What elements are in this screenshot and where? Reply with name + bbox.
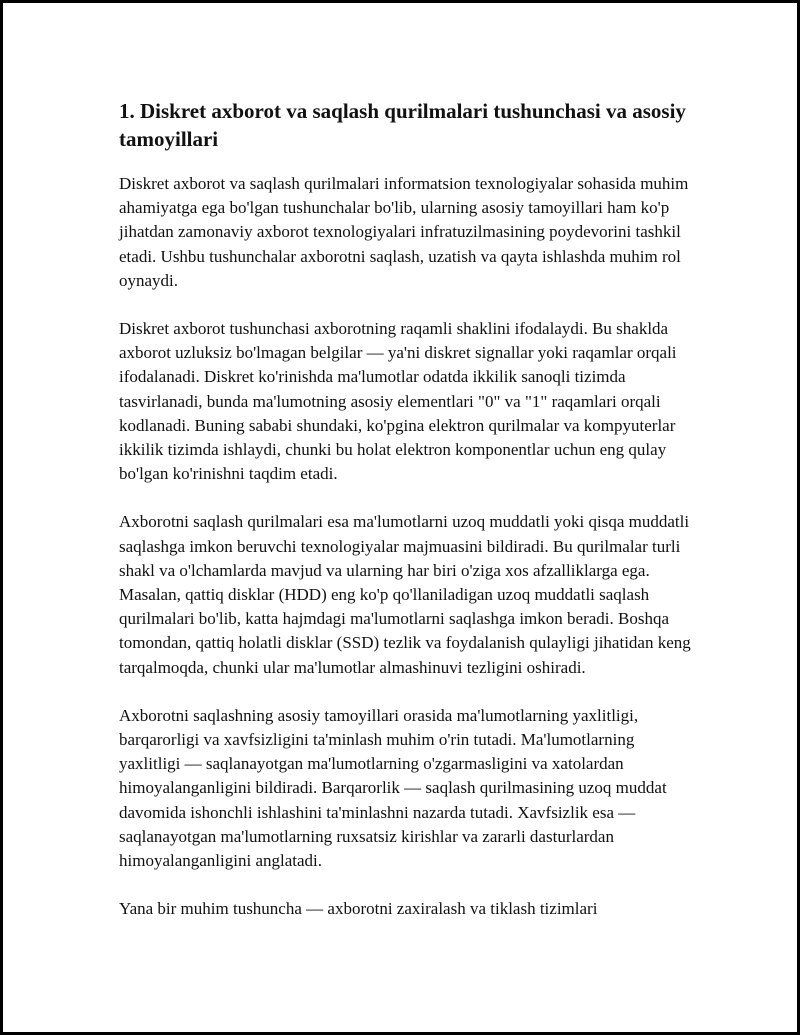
paragraph-storage-devices: Axborotni saqlash qurilmalari esa ma'lumotlarni uzoq muddatli yoki qisqa muddatli saqlashga imkon beruvchi texnologiyalar majmuasini bildiradi. Bu qurilmalar turli shakl va o'lchamlarda mavjud va ularning har biri o'ziga xos afzalliklarga ega. Masalan, qattiq disklar (HDD) eng ko'p qo'llaniladigan uzoq muddatli saqlash qurilmalari bo'lib, katta hajmdagi ma'lumotlarni saqlashga imkon beradi. Boshqa tomondan, qattiq holatli disklar (SSD) tezlik va foydalanish qulayligi jihatidan keng tarqalmoqda, chunki ular ma'lumotlar almashinuvi tezligini oshiradi.: [119, 512, 691, 677]
paragraph-discrete-information: Diskret axborot tushunchasi axborotning raqamli shaklini ifodalaydi. Bu shaklda axborot uzluksiz bo'lmagan belgilar — ya'ni diskret signallar yoki raqamlar orqali ifodalanadi. Diskret ko'rinishda ma'lumotlar odatda ikkilik sanoqli tizimda tasvirlanadi, bunda ma'lumotning asosiy elementlari "0" va "1" raqamlari orqali kodlanadi. Buning sababi shundaki, ko'pgina elektron qurilmalar va kompyuterlar ikkilik tizimda ishlaydi, chunki bu holat elektron komponentlar uchun eng qulay bo'lgan ko'rinishni taqdim etadi.: [119, 319, 677, 484]
document-body: [119, 97, 693, 945]
section-heading: 1. Diskret axborot va saqlash qurilmalari tushunchasi va asosiy tamoyillari: [119, 99, 686, 151]
paragraph-intro: Diskret axborot va saqlash qurilmalari informatsion texnologiyalar sohasida muhim ahamiyatga ega bo'lgan tushunchalar bo'lib, ularning asosiy tamoyillari ham ko'p jihatdan zamonaviy axborot texnologiyalari infratuzilmasining poydevorini tashkil etadi. Ushbu tushunchalar axborotni saqlash, uzatish va qayta ishlashda muhim rol oynaydi.: [119, 174, 689, 290]
paragraph-storage-principles: Axborotni saqlashning asosiy tamoyillari orasida ma'lumotlarning yaxlitligi, barqarorligi va xavfsizligini ta'minlash muhim o'rin tutadi. Ma'lumotlarning yaxlitligi — saqlanayotgan ma'lumotlarning o'zgarmasligini va xatolardan himoyalanganligini bildiradi. Barqarorlik — saqlash qurilmasining uzoq muddat davomida ishonchli ishlashini ta'minlashni nazarda tutadi. Xavfsizlik esa — saqlanayotgan ma'lumotlarning ruxsatsiz kirishlar va zararli dasturlardan himoyalanganligini anglatadi.: [119, 705, 667, 871]
paragraph-backup-truncated: Yana bir muhim tushuncha — axborotni zaxiralash va tiklash tizimlari: [119, 899, 598, 919]
